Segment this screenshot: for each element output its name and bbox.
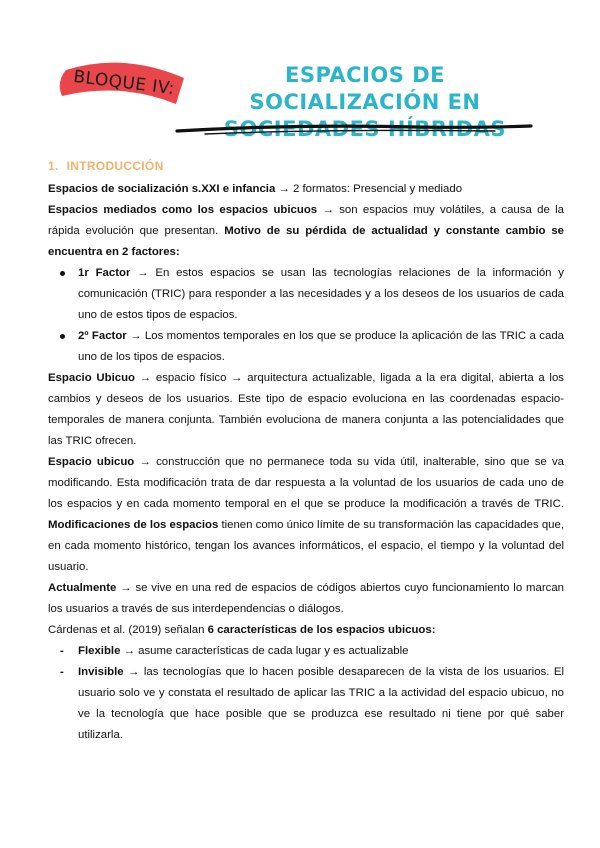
paragraph-ubiquitous-space: Espacio Ubicuo → espacio físico → arquitectura actualizable, ligada a la era digital, abierta a los cambios y deseos de los usuarios. Este tipo de espacio evoluciona en las coordenadas espacio-temporales de manera conjunta. También evoluciona de manera conjunta a las potencialidades que las TRIC ofrecen.	[48, 372, 564, 447]
characteristics-list	[48, 641, 564, 746]
badge-text: BLOQUE IV:	[72, 66, 176, 100]
title-line-2: SOCIEDADES HÍBRIDAS	[223, 117, 507, 141]
section-number: 1.	[48, 159, 59, 173]
section-heading	[48, 156, 564, 177]
paragraph-currently: Actualmente → se vive en una red de espacios de códigos abiertos cuyo funcionamiento lo marcan los usuarios a través de sus interdependencias o diálogos.	[48, 582, 564, 615]
paragraph-ubiquitous-construction: Espacio ubicuo → construcción que no permanece toda su vida útil, inalterable, sino que se va modificando. Esta modificación trata de dar respuesta a la voluntad de los usuarios de cada uno de los espacios y en cada momento temporal en el que se produce la modificación a través de TRIC. Modificaciones de los espacios tienen como único límite de su transformación las capacidades que, en cada momento histórico, tengan los avances informáticos, el espacio, el tiempo y la voluntad del usuario.	[48, 456, 564, 573]
paragraph-cardenas: Cárdenas et al. (2019) señalan 6 características de los espacios ubicuos:	[48, 624, 436, 636]
paragraph-socialization: Espacios de socialización s.XXI e infancia → 2 formatos: Presencial y mediado	[48, 183, 463, 195]
list-item: - Invisible → las tecnologías que lo hacen posible desaparecen de la vista de los usuarios. El usuario solo ve y constata el resultado de aplicar las TRIC a la actividad del espacio ubicuo, no ve la tecnología que hace posible que se produzca ese resultado ni tiene por qué saber utilizarla.	[60, 666, 564, 741]
list-item: - Flexible → asume características de cada lugar y es actualizable	[60, 645, 409, 657]
document-body	[48, 156, 564, 746]
list-item: 1r Factor → En estos espacios se usan las tecnologías relaciones de la información y comunicación (TRIC) para responder a las necesidades y a los deseos de los usuarios de cada uno de estos tipos de espacios.	[48, 263, 564, 326]
list-item: 2º Factor → Los momentos temporales en los que se produce la aplicación de las TRIC a cada uno de los tipos de espacios.	[48, 326, 564, 368]
title-line-1: ESPACIOS DE SOCIALIZACIÓN EN	[249, 63, 481, 114]
title-underline	[175, 122, 535, 136]
section-title: INTRODUCCIÓN	[66, 159, 164, 173]
paragraph-mediated-spaces: Espacios mediados como los espacios ubicuos → son espacios muy volátiles, a causa de la rápida evolución que presentan. Motivo de su pérdida de actualidad y constante cambio se encuentra en 2 factores:	[48, 204, 565, 258]
block-badge	[58, 56, 190, 110]
factors-list	[48, 263, 564, 368]
